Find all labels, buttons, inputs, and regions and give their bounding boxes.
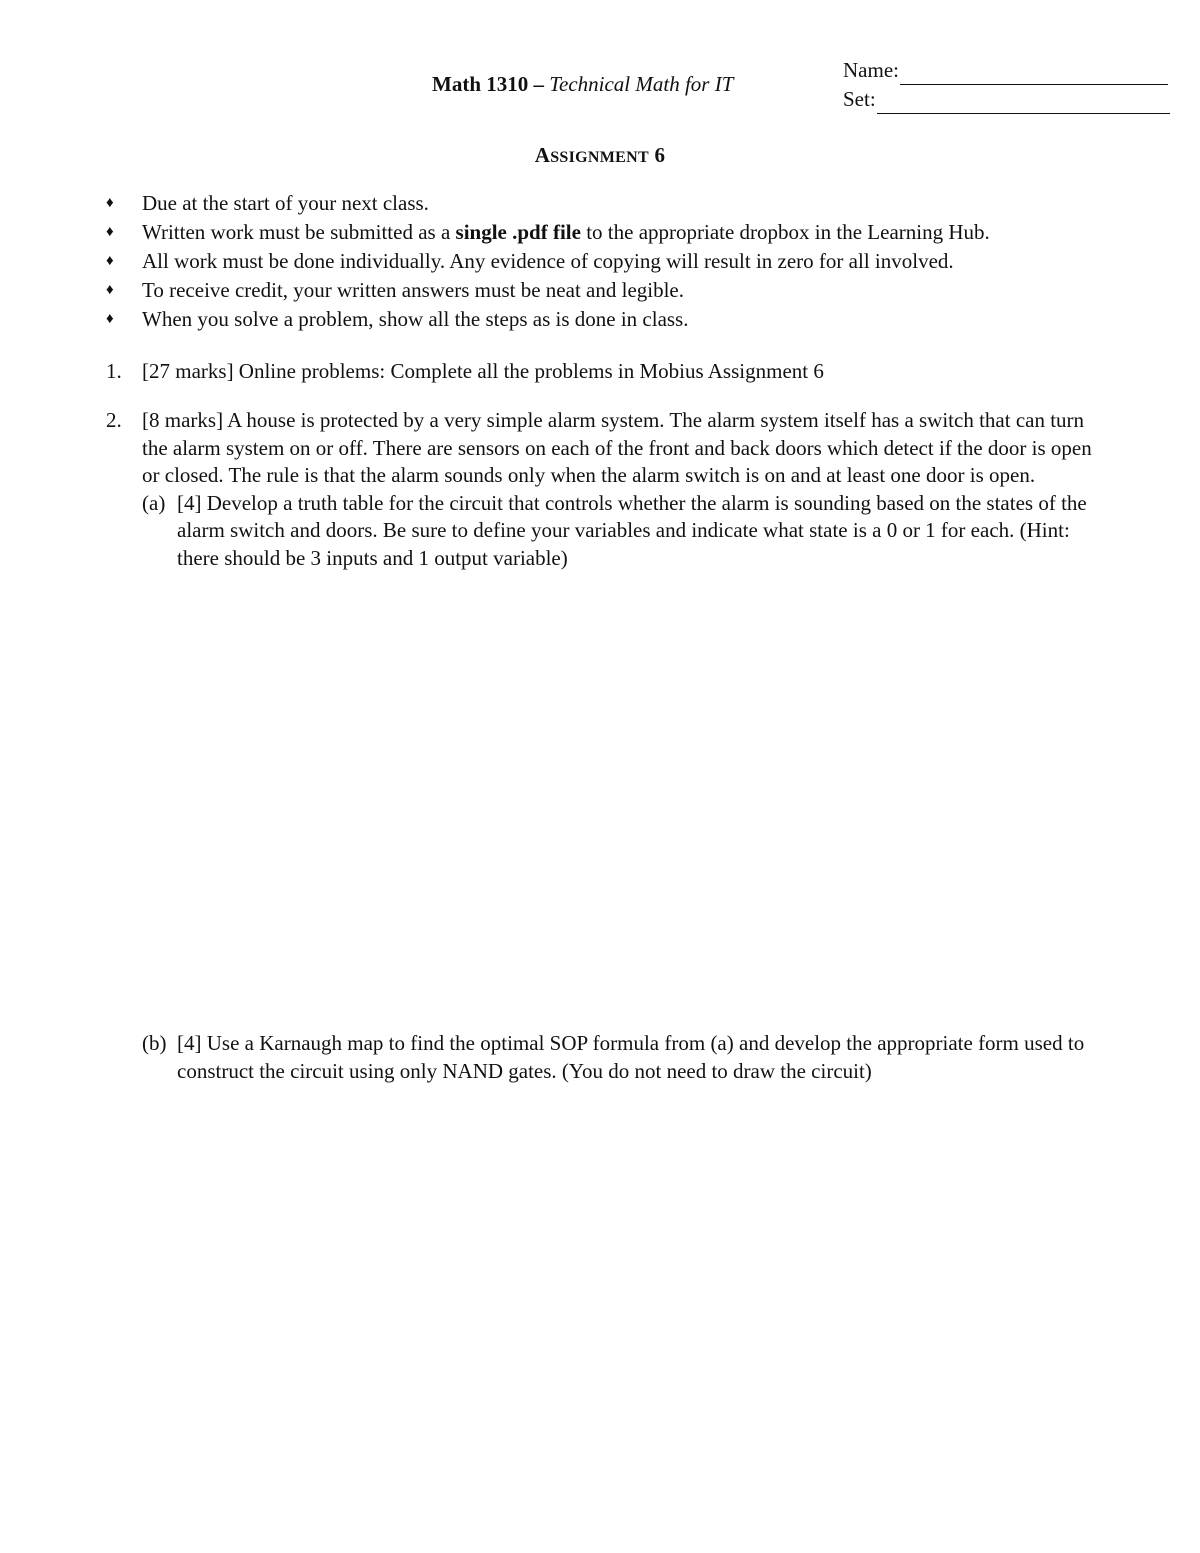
diamond-bullet-icon: ♦ bbox=[106, 282, 114, 298]
diamond-bullet-icon: ♦ bbox=[106, 253, 114, 269]
question-1 bbox=[106, 358, 1106, 386]
set-blank-line bbox=[877, 95, 1170, 114]
part-text: [4] Develop a truth table for the circuit that controls whether the alarm is sounding based on the states of the alarm switch and doors. Be sure to define your variables and indicate what state is a 0 or 1 for each. (Hint: there should be 3 inputs and 1 output variable) bbox=[177, 490, 1087, 570]
list-item bbox=[106, 189, 990, 218]
instruction-text-bold: single .pdf file bbox=[455, 220, 581, 244]
diamond-bullet-icon: ♦ bbox=[106, 195, 114, 211]
question-body bbox=[142, 407, 1106, 572]
instruction-text bbox=[142, 218, 990, 247]
instruction-text: Due at the start of your next class. bbox=[142, 191, 429, 215]
question-2 bbox=[106, 407, 1106, 572]
question-part-b bbox=[142, 1030, 1102, 1085]
name-field-row bbox=[843, 56, 1170, 85]
instruction-text-pre: Written work must be submitted as a bbox=[142, 220, 456, 244]
course-title bbox=[432, 72, 733, 97]
set-field-row bbox=[843, 85, 1170, 114]
question-text: [8 marks] A house is protected by a very simple alarm system. The alarm system itself has a switch that can turn the alarm system on or off. There are sensors on each of the front and back doors which detect if the door is open or closed. The rule is that the alarm sounds only when the alarm switch is on and at least one door is open. bbox=[142, 408, 1092, 487]
assignment-heading bbox=[0, 143, 1200, 168]
question-text: [27 marks] Online problems: Complete all the problems in Mobius Assignment 6 bbox=[142, 359, 824, 383]
heading-number: 6 bbox=[648, 143, 666, 167]
course-subtitle: Technical Math for IT bbox=[549, 72, 734, 96]
list-item bbox=[106, 276, 990, 305]
name-blank-line bbox=[900, 66, 1168, 85]
diamond-bullet-icon: ♦ bbox=[106, 224, 114, 240]
heading-rest: SSIGNMENT bbox=[550, 149, 649, 166]
name-label: Name: bbox=[843, 58, 899, 82]
list-item bbox=[106, 305, 990, 334]
instruction-text: To receive credit, your written answers must be neat and legible. bbox=[142, 278, 685, 302]
set-label: Set: bbox=[843, 87, 876, 111]
list-item bbox=[106, 218, 990, 247]
part-label: (a) bbox=[142, 490, 166, 515]
part-label: (b) bbox=[142, 1031, 167, 1055]
instruction-text-post: to the appropriate dropbox in the Learning Hub. bbox=[580, 220, 990, 244]
list-item bbox=[106, 247, 990, 276]
instruction-text: When you solve a problem, show all the steps as is done in class. bbox=[142, 307, 689, 331]
heading-initial: A bbox=[534, 143, 551, 167]
part-text: [4] Use a Karnaugh map to find the optimal SOP formula from (a) and develop the appropriate form used to construct the circuit using only NAND gates. (You do not need to draw the circuit) bbox=[177, 1031, 1085, 1083]
title-dash: – bbox=[528, 72, 550, 96]
instructions-list bbox=[106, 189, 990, 334]
student-fields bbox=[843, 56, 1170, 114]
course-code: Math 1310 bbox=[432, 72, 529, 96]
question-part-a bbox=[142, 490, 1106, 573]
instruction-text: All work must be done individually. Any evidence of copying will result in zero for all involved. bbox=[142, 249, 954, 273]
question-number: 2. bbox=[106, 408, 122, 432]
question-number: 1. bbox=[106, 359, 122, 383]
diamond-bullet-icon: ♦ bbox=[106, 311, 114, 327]
